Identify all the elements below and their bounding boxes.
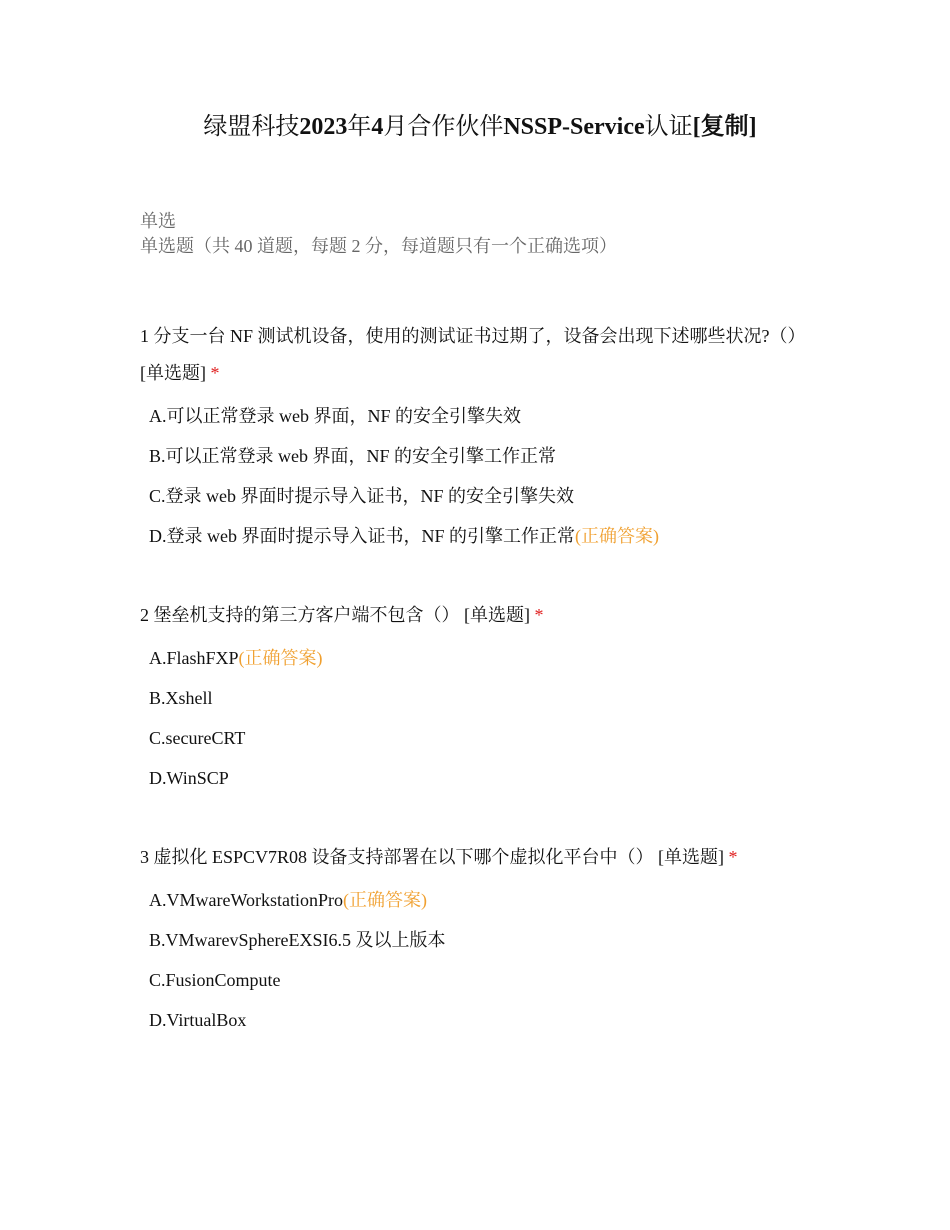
option-b[interactable]: B.可以正常登录 web 界面，NF 的安全引擎工作正常 (149, 446, 557, 466)
title-cert: NSSP-Service (503, 114, 645, 140)
option-a[interactable]: A.FlashFXP(正确答案) (149, 648, 323, 668)
page-title (0, 110, 950, 144)
question-text: 2 堡垒机支持的第三方客户端不包含（） [单选题] * (140, 605, 544, 625)
option-a[interactable]: A.VMwareWorkstationPro(正确答案) (149, 890, 428, 910)
section-description: 单选题（共 40 道题，每题 2 分，每道题只有一个正确选项） (140, 236, 617, 256)
option-c[interactable]: C.secureCRT (149, 728, 246, 748)
option-d[interactable]: D.登录 web 界面时提示导入证书，NF 的引擎工作正常(正确答案) (149, 526, 659, 546)
title-part-3: 月合作伙伴 (383, 114, 504, 140)
required-mark: * (210, 363, 220, 383)
copy-link[interactable]: [复制] (692, 114, 757, 140)
question-3 (140, 839, 820, 1040)
correct-answer-tag: (正确答案) (575, 526, 659, 546)
title-year: 2023 (299, 114, 348, 140)
question-text: 1 分支一台 NF 测试机设备，使用的测试证书过期了，设备会出现下述哪些状况?（） [单选题] * (140, 326, 806, 383)
option-list (140, 396, 820, 556)
option-c[interactable]: C.登录 web 界面时提示导入证书，NF 的安全引擎失效 (149, 486, 575, 506)
option-b[interactable]: B.Xshell (149, 688, 213, 708)
required-mark: * (534, 605, 544, 625)
question-text: 3 虚拟化 ESPCV7R08 设备支持部署在以下哪个虚拟化平台中（） [单选题] * (140, 847, 738, 867)
section-type: 单选 (140, 211, 176, 231)
option-list (140, 880, 820, 1040)
required-mark: * (728, 847, 738, 867)
question-1 (140, 318, 820, 556)
option-b[interactable]: B.VMwarevSphereEXSI6.5 及以上版本 (149, 930, 446, 950)
correct-answer-tag: (正确答案) (238, 648, 323, 668)
option-a[interactable]: A.可以正常登录 web 界面，NF 的安全引擎失效 (149, 406, 521, 426)
title-part-1: 绿盟科技 (203, 114, 300, 140)
title-part-4: 认证 (644, 114, 693, 140)
correct-answer-tag: (正确答案) (343, 890, 428, 910)
question-2 (140, 597, 820, 798)
option-d[interactable]: D.VirtualBox (149, 1010, 247, 1030)
option-c[interactable]: C.FusionCompute (149, 970, 281, 990)
option-list (140, 638, 820, 798)
title-month: 4 (371, 114, 384, 140)
option-d[interactable]: D.WinSCP (149, 768, 229, 788)
title-part-2: 年 (347, 114, 372, 140)
